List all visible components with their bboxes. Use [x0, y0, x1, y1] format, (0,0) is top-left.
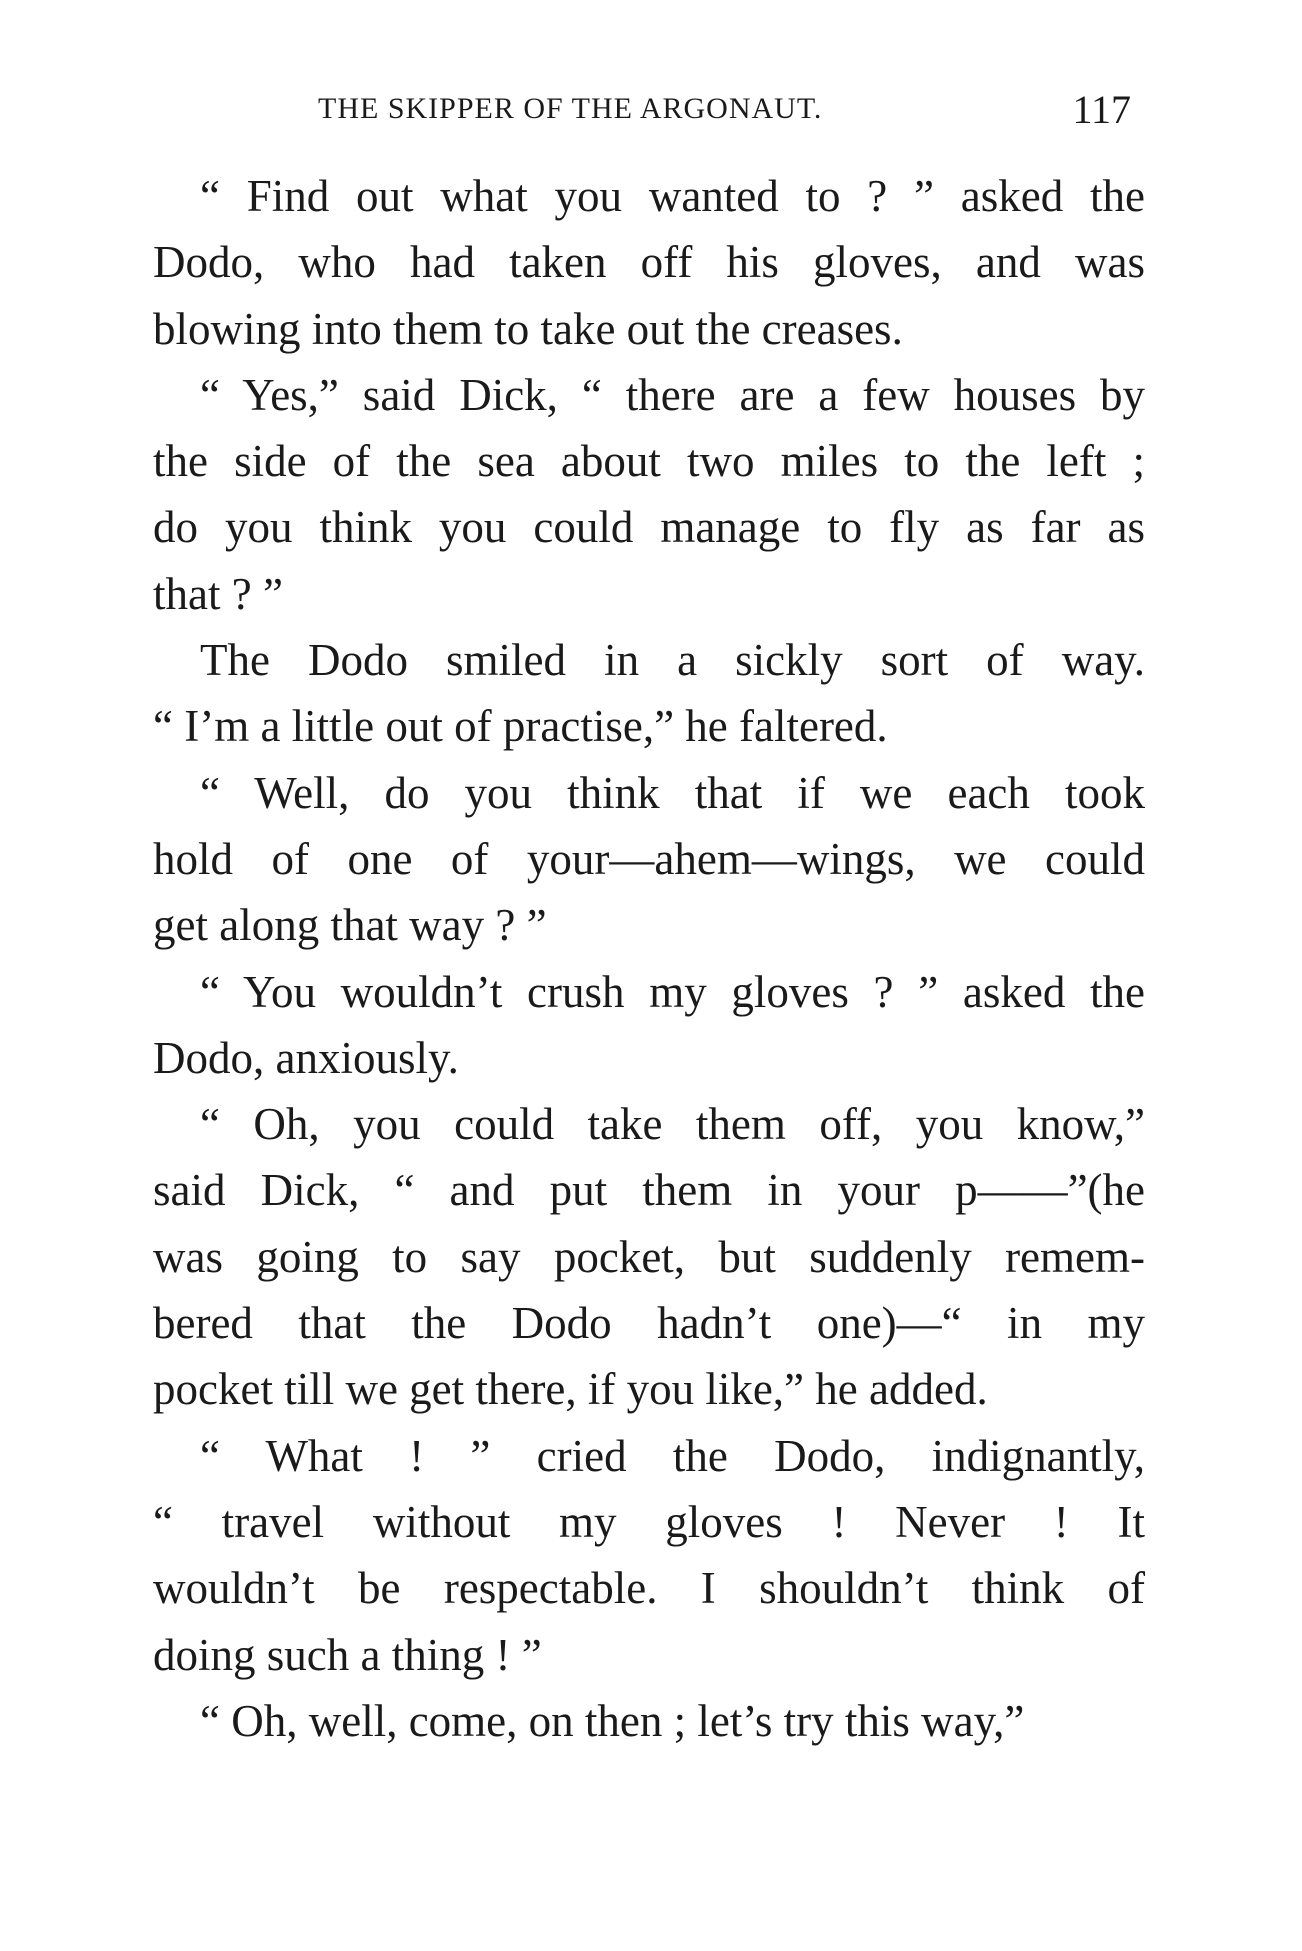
page-number: 117	[1072, 87, 1131, 132]
running-head	[153, 86, 1145, 136]
text-line: that ? ”	[153, 568, 283, 619]
text-line: do you think you could manage to fly as far as	[153, 502, 1145, 553]
text-line: “ You wouldn’t crush my gloves ? ” asked the	[200, 966, 1145, 1017]
text-line: “ travel without my gloves ! Never ! It	[153, 1496, 1145, 1547]
text-line: was going to say pocket, but suddenly remem-	[153, 1231, 1145, 1282]
text-line: doing such a thing ! ”	[153, 1629, 542, 1680]
text-line: wouldn’t be respectable. I shouldn’t think of	[153, 1563, 1145, 1614]
text-line: “ Yes,” said Dick, “ there are a few houses by	[200, 369, 1145, 420]
text-line: “ I’m a little out of practise,” he faltered.	[153, 701, 888, 752]
text-line: “ Oh, you could take them off, you know,”	[200, 1099, 1145, 1150]
text-line: the side of the sea about two miles to the left ;	[153, 436, 1145, 487]
text-line: “ What ! ” cried the Dodo, indignantly,	[200, 1430, 1145, 1481]
running-title: THE SKIPPER OF THE ARGONAUT.	[318, 92, 823, 125]
text-line: Dodo, anxiously.	[153, 1032, 459, 1083]
body-text	[153, 163, 1145, 1754]
text-line: get along that way ? ”	[153, 900, 547, 951]
text-line: pocket till we get there, if you like,” he added.	[153, 1364, 988, 1415]
text-line: said Dick, “ and put them in your p——”(he	[153, 1165, 1145, 1216]
text-line: “ Find out what you wanted to ? ” asked the	[200, 171, 1145, 221]
text-line: “ Well, do you think that if we each took	[200, 767, 1145, 818]
text-line: bered that the Dodo hadn’t one)—“ in my	[153, 1298, 1145, 1349]
text-line: blowing into them to take out the creases.	[153, 303, 903, 354]
text-line: “ Oh, well, come, on then ; let’s try this way,”	[200, 1695, 1025, 1746]
text-line: The Dodo smiled in a sickly sort of way.	[200, 635, 1145, 686]
text-line: hold of one of your—ahem—wings, we could	[153, 833, 1145, 884]
text-line: Dodo, who had taken off his gloves, and was	[153, 237, 1145, 288]
